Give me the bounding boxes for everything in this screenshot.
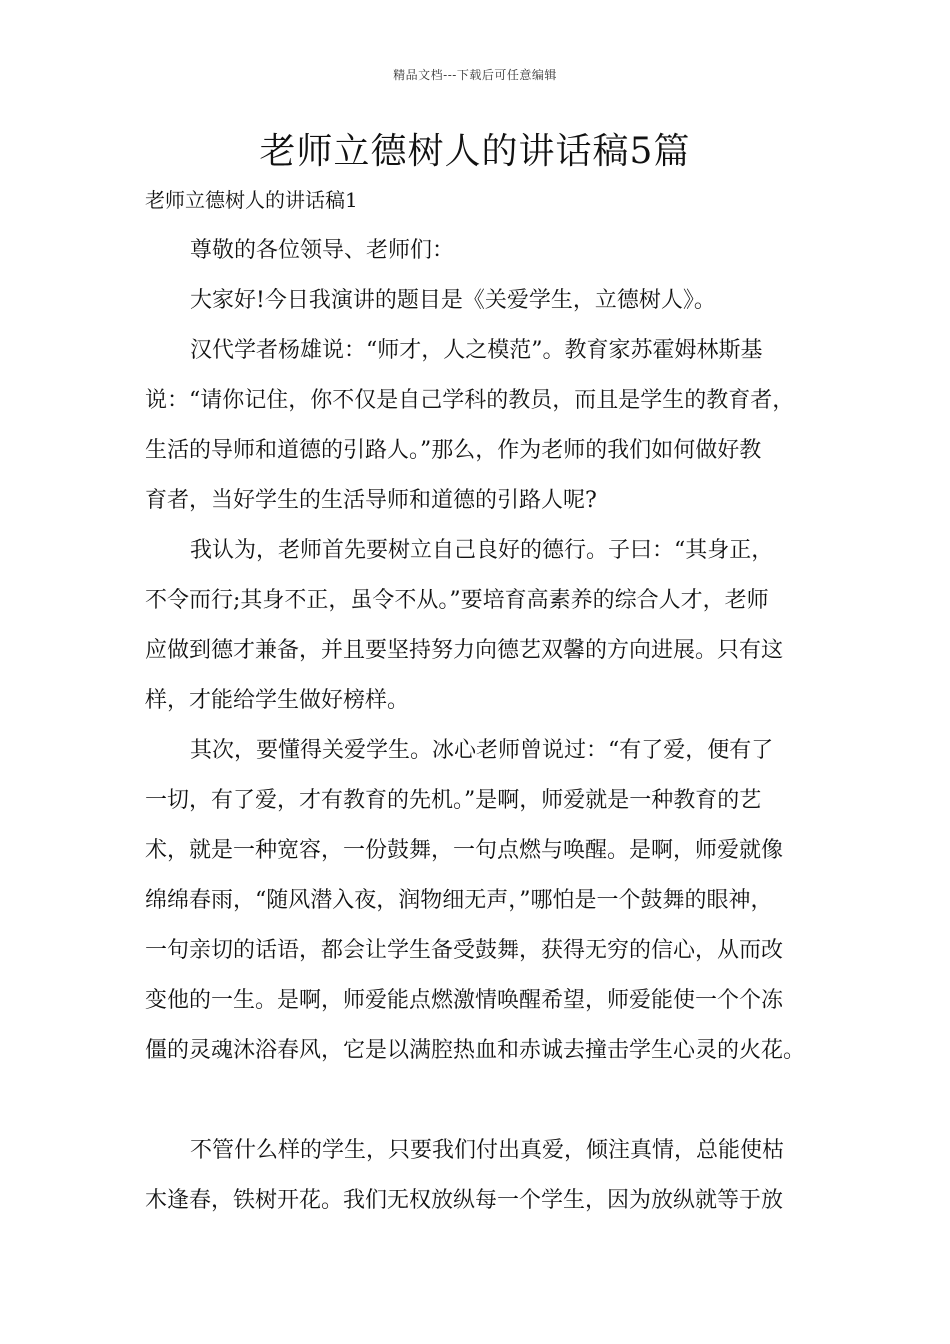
- paragraph-line: 育者，当好学生的生活导师和道德的引路人呢?: [145, 488, 597, 513]
- header-note: 精品文档---下载后可任意编辑: [393, 68, 557, 82]
- paragraph-line: 一句亲切的话语，都会让学生备受鼓舞，获得无穷的信心，从而改: [145, 938, 784, 963]
- paragraph-line: 一切，有了爱，才有教育的先机。”是啊，师爱就是一种教育的艺: [145, 788, 762, 813]
- paragraph-line: 变他的一生。是啊，师爱能点燃激情唤醒希望，师爱能使一个个冻: [145, 988, 784, 1013]
- paragraph-line: 尊敬的各位领导、老师们：: [190, 238, 455, 263]
- paragraph-line: 绵绵春雨，“随风潜入夜，润物细无声，”哪怕是一个鼓舞的眼神，: [145, 888, 773, 913]
- paragraph-line: 术，就是一种宽容，一份鼓舞，一句点燃与唤醒。是啊，师爱就像: [145, 838, 784, 863]
- paragraph-line: 说：“请你记住，你不仅是自己学科的教员，而且是学生的教育者，: [145, 388, 795, 413]
- paragraph-line: 样，才能给学生做好榜样。: [145, 688, 410, 713]
- paragraph-line: 我认为，老师首先要树立自己良好的德行。子曰：“其身正，: [190, 538, 774, 563]
- paragraph-line: 应做到德才兼备，并且要坚持努力向德艺双馨的方向进展。只有这: [145, 638, 784, 663]
- paragraph-line: 汉代学者杨雄说：“师才，人之模范”。教育家苏霍姆林斯基: [190, 338, 763, 363]
- paragraph-line: 其次，要懂得关爱学生。冰心老师曾说过：“有了爱，便有了: [190, 738, 774, 763]
- paragraph-line: 木逢春，铁树开花。我们无权放纵每一个学生，因为放纵就等于放: [145, 1188, 784, 1213]
- paragraph-line: 僵的灵魂沐浴春风，它是以满腔热血和赤诚去撞击学生心灵的火花。: [145, 1038, 806, 1063]
- document-title: 老师立德树人的讲话稿5篇: [259, 131, 691, 172]
- paragraph-line: 不管什么样的学生，只要我们付出真爱，倾注真情，总能使枯: [190, 1138, 785, 1163]
- section-subtitle: 老师立德树人的讲话稿1: [145, 188, 358, 212]
- paragraph-line: 不令而行;其身不正，虽令不从。”要培育高素养的综合人才，老师: [145, 588, 769, 613]
- paragraph-line: 生活的导师和道德的引路人。”那么，作为老师的我们如何做好教: [145, 438, 762, 463]
- paragraph-line: 大家好!今日我演讲的题目是《关爱学生，立德树人》。: [190, 288, 716, 313]
